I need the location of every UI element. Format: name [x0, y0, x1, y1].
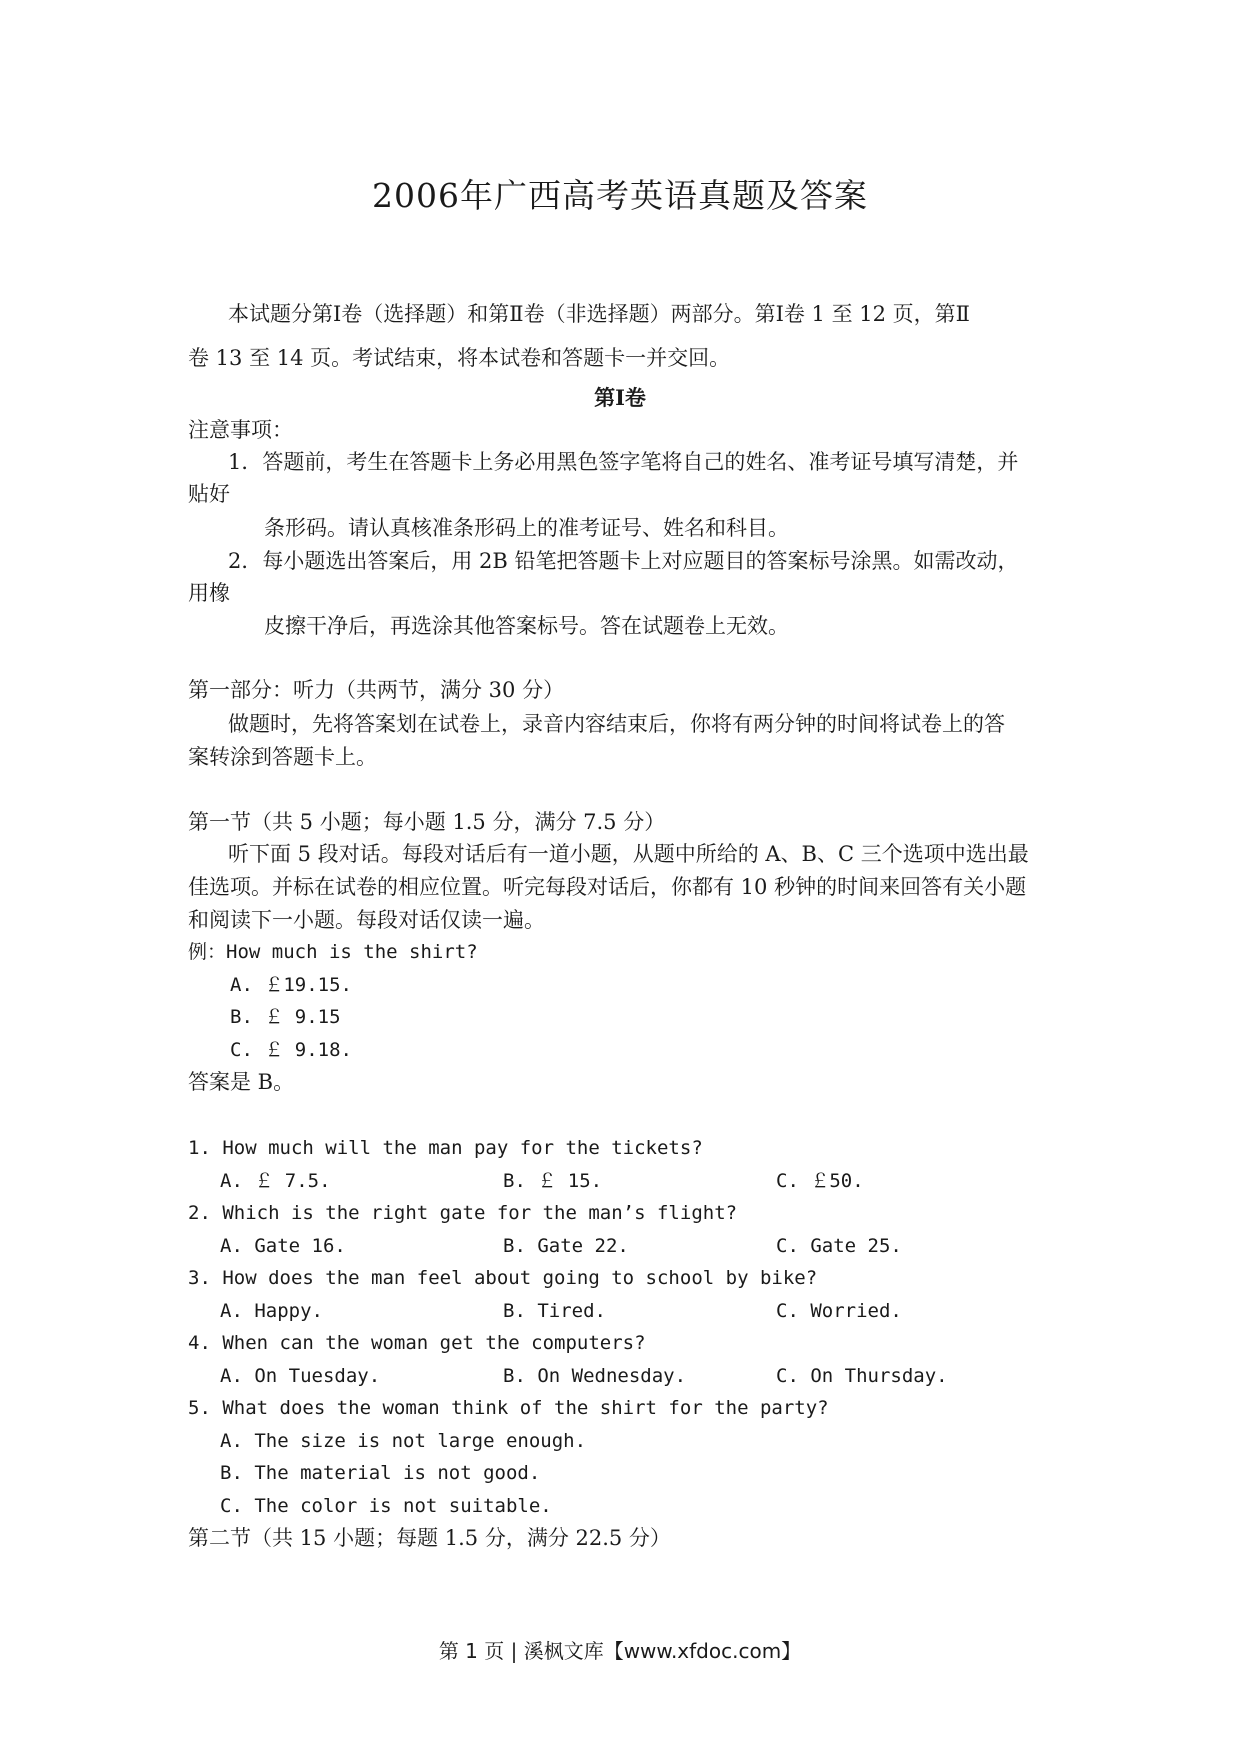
part1-instruction-line-2: 案转涂到答题卡上。: [188, 745, 377, 769]
intro-line-2: 卷 13 至 14 页。考试结束，将本试卷和答题卡一并交回。: [188, 346, 731, 370]
example-option-a: A. ￡19.15.: [230, 974, 352, 996]
part1-instruction-line-1: 做题时，先将答案划在试卷上，录音内容结束后，你将有两分钟的时间将试卷上的答: [228, 712, 1005, 736]
section1-instruction-line-2: 佳选项。并标在试卷的相应位置。听完每段对话后，你都有 10 秒钟的时间来回答有关小题: [188, 875, 1027, 899]
example-question: 例：How much is the shirt?: [188, 941, 478, 963]
part1-heading: 第一部分：听力（共两节，满分 30 分）: [188, 678, 565, 702]
section1-instruction-line-3: 和阅读下一小题。每段对话仅读一遍。: [188, 908, 545, 932]
question-1: 1. How much will the man pay for the tickets?: [188, 1137, 703, 1159]
question-1-option-b: B. ￡ 15.: [503, 1170, 603, 1192]
question-5-option-a: A. The size is not large enough.: [220, 1430, 587, 1452]
question-4-option-a: A. On Tuesday.: [220, 1365, 381, 1387]
section1-instruction-line-1: 听下面 5 段对话。每段对话后有一道小题，从题中所给的 A、B、C 三个选项中选出最: [228, 842, 1029, 866]
notes-item-1-line-3: 条形码。请认真核准条形码上的准考证号、姓名和科目。: [264, 516, 789, 540]
volume1-heading: 第Ⅰ卷: [594, 385, 646, 410]
document-title: 2006年广西高考英语真题及答案: [372, 176, 868, 215]
section2-heading: 第二节（共 15 小题；每题 1.5 分，满分 22.5 分）: [188, 1526, 671, 1550]
notes-item-1-line-1: 1．答题前，考生在答题卡上务必用黑色签字笔将自己的姓名、准考证号填写清楚，并: [228, 450, 1019, 474]
question-5: 5. What does the woman think of the shirt for the party?: [188, 1397, 829, 1419]
question-4-option-b: B. On Wednesday.: [503, 1365, 687, 1387]
question-4-option-c: C. On Thursday.: [776, 1365, 948, 1387]
notes-item-1-line-2: 贴好: [188, 482, 230, 506]
example-answer: 答案是 B。: [188, 1070, 295, 1094]
question-1-option-a: A. ￡ 7.5.: [220, 1170, 331, 1192]
question-3-option-a: A. Happy.: [220, 1300, 323, 1322]
question-5-option-c: C. The color is not suitable.: [220, 1495, 552, 1517]
question-5-option-b: B. The material is not good.: [220, 1462, 541, 1484]
example-option-b: B. ￡ 9.15: [230, 1006, 341, 1028]
question-3: 3. How does the man feel about going to school by bike?: [188, 1267, 818, 1289]
page-footer: 第 1 页 | 溪枫文库【www.xfdoc.com】: [438, 1639, 802, 1663]
example-option-c: C. ￡ 9.18.: [230, 1039, 352, 1061]
notes-item-2-line-3: 皮擦干净后，再选涂其他答案标号。答在试题卷上无效。: [264, 614, 789, 638]
notes-heading: 注意事项：: [188, 418, 293, 442]
question-2-option-b: B. Gate 22.: [503, 1235, 629, 1257]
question-3-option-c: C. Worried.: [776, 1300, 902, 1322]
notes-item-2-line-2: 用橡: [188, 581, 230, 605]
notes-item-2-line-1: 2．每小题选出答案后，用 2B 铅笔把答题卡上对应题目的答案标号涂黑。如需改动，: [228, 549, 1019, 573]
question-2-option-c: C. Gate 25.: [776, 1235, 902, 1257]
question-2-option-a: A. Gate 16.: [220, 1235, 346, 1257]
section1-heading: 第一节（共 5 小题；每小题 1.5 分，满分 7.5 分）: [188, 810, 666, 834]
question-4: 4. When can the woman get the computers?: [188, 1332, 646, 1354]
intro-line-1: 本试题分第Ⅰ卷（选择题）和第Ⅱ卷（非选择题）两部分。第Ⅰ卷 1 至 12 页，第Ⅱ: [228, 302, 970, 326]
question-1-option-c: C. ￡50.: [776, 1170, 864, 1192]
question-3-option-b: B. Tired.: [503, 1300, 606, 1322]
question-2: 2. Which is the right gate for the man’s flight?: [188, 1202, 738, 1224]
